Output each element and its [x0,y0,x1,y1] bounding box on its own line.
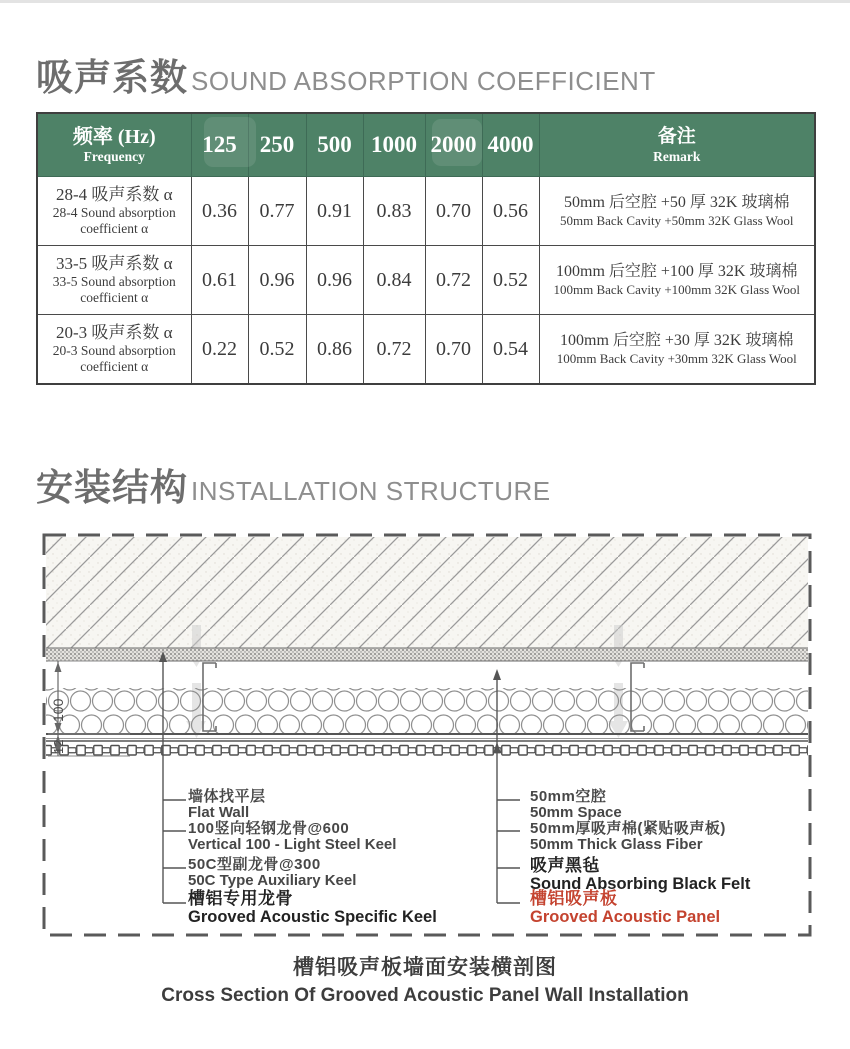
header-frequency [37,113,191,177]
header-remark-zh: 备注 [657,126,696,147]
coef-value: 0.22 [191,315,248,385]
row-name-zh: 28-4 吸声系数 α [55,185,173,204]
wall-hatch-layer [46,537,808,648]
installation-cross-section-diagram [42,533,812,937]
coef-value: 0.70 [425,177,482,246]
coef-value: 0.91 [306,177,363,246]
row-remark-zh: 100mm 后空腔 +30 厚 32K 玻璃棉 [560,332,794,349]
coef-value: 0.72 [363,315,425,385]
label-en: Sound Absorbing Black Felt [530,875,751,893]
section-title-absorption [36,47,656,101]
grooved-panel-layer [46,741,808,757]
row-name-en1: 33-5 Sound absorption [52,274,176,289]
label-vertical-keel [188,821,396,853]
section-title-zh: 安装结构 [36,467,188,508]
label-en: Vertical 100 - Light Steel Keel [188,836,397,853]
row-remark-zh: 50mm 后空腔 +50 厚 32K 玻璃棉 [564,194,790,211]
absorption-table-wrapper [36,112,814,385]
label-en: Grooved Acoustic Panel [530,908,721,926]
header-frequency-zh: 频率 (Hz) [72,126,156,148]
coef-value: 0.84 [363,246,425,315]
header-freq-2000: 2000 [425,113,482,177]
row-name-en1: 20-3 Sound absorption [52,343,176,358]
row-remark-zh: 100mm 后空腔 +100 厚 32K 玻璃棉 [556,263,798,280]
label-grooved-acoustic-panel [530,890,720,926]
caption-en: Cross Section Of Grooved Acoustic Panel Wall Installation [161,985,689,1006]
header-freq-4000: 4000 [482,113,539,177]
label-50mm-space [530,789,622,821]
label-glass-fiber [530,821,726,853]
table-row [37,246,815,315]
label-en: 50mm Thick Glass Fiber [530,836,703,853]
label-zh: 100竖向轻钢龙骨@600 [188,820,350,837]
header-remark [539,113,815,177]
row-name-en1: 28-4 Sound absorption [52,205,176,220]
coef-value: 0.83 [363,177,425,246]
row-name-cell [37,177,191,246]
row-remark-cell [539,246,815,315]
coef-value: 0.52 [248,315,306,385]
label-zh: 槽铝吸声板 [530,889,618,908]
absorption-coefficient-table [36,112,816,385]
label-en: Grooved Acoustic Specific Keel [188,908,437,926]
coef-value: 0.86 [306,315,363,385]
row-remark-en: 100mm Back Cavity +100mm 32K Glass Wool [553,282,801,297]
label-flat-wall [188,789,266,821]
row-name-cell [37,246,191,315]
coef-value: 0.61 [191,246,248,315]
coef-value: 0.72 [425,246,482,315]
section-title-installation [36,457,551,511]
row-name-zh: 33-5 吸声系数 α [55,254,173,273]
label-zh: 50C型副龙骨@300 [188,856,321,873]
row-remark-cell [539,315,815,385]
panel-backing-lines [46,734,808,739]
coef-value: 0.56 [482,177,539,246]
dimension-label-100: 100 [50,698,66,722]
row-name-en2: coefficient α [80,290,149,305]
label-auxiliary-keel [188,857,356,889]
coef-value: 0.52 [482,246,539,315]
table-row [37,177,815,246]
row-remark-en: 50mm Back Cavity +50mm 32K Glass Wool [559,213,794,228]
label-zh: 吸声黑毡 [530,856,600,875]
row-name-cell [37,315,191,385]
row-name-zh: 20-3 吸声系数 α [55,323,173,342]
label-grooved-specific-keel [188,890,437,926]
header-remark-en: Remark [653,149,701,164]
coef-value: 0.36 [191,177,248,246]
dimension-label-12: 12 [51,739,66,754]
label-zh: 墙体找平层 [188,788,266,805]
coef-value: 0.77 [248,177,306,246]
row-remark-en: 100mm Back Cavity +30mm 32K Glass Wool [556,351,797,366]
header-freq-500: 500 [306,113,363,177]
header-freq-1000: 1000 [363,113,425,177]
row-name-en2: coefficient α [80,359,149,374]
label-en: Flat Wall [188,804,250,821]
glass-wool-layer [46,688,808,733]
coef-value: 0.70 [425,315,482,385]
section-title-en: INSTALLATION STRUCTURE [191,476,551,506]
page-top-divider [0,0,850,3]
label-en: 50mm Space [530,804,622,821]
label-black-felt [530,857,750,893]
header-freq-250: 250 [248,113,306,177]
right-leader-arrow-top [493,669,501,680]
label-zh: 槽铝专用龙骨 [188,889,293,908]
header-frequency-en: Frequency [83,149,145,164]
header-freq-125: 125 [191,113,248,177]
label-en: 50C Type Auxiliary Keel [188,872,357,889]
label-zh: 50mm厚吸声棉(紧贴吸声板) [530,820,726,837]
row-name-en2: coefficient α [80,221,149,236]
table-row [37,315,815,385]
row-remark-cell [539,177,815,246]
section-title-en: SOUND ABSORPTION COEFFICIENT [191,66,656,96]
section-title-zh: 吸声系数 [36,57,188,98]
coef-value: 0.54 [482,315,539,385]
diagram-caption [0,954,850,1010]
caption-zh: 槽铝吸声板墙面安装横剖图 [293,956,557,979]
table-header-row [37,113,815,177]
label-zh: 50mm空腔 [530,788,607,805]
coef-value: 0.96 [248,246,306,315]
coef-value: 0.96 [306,246,363,315]
